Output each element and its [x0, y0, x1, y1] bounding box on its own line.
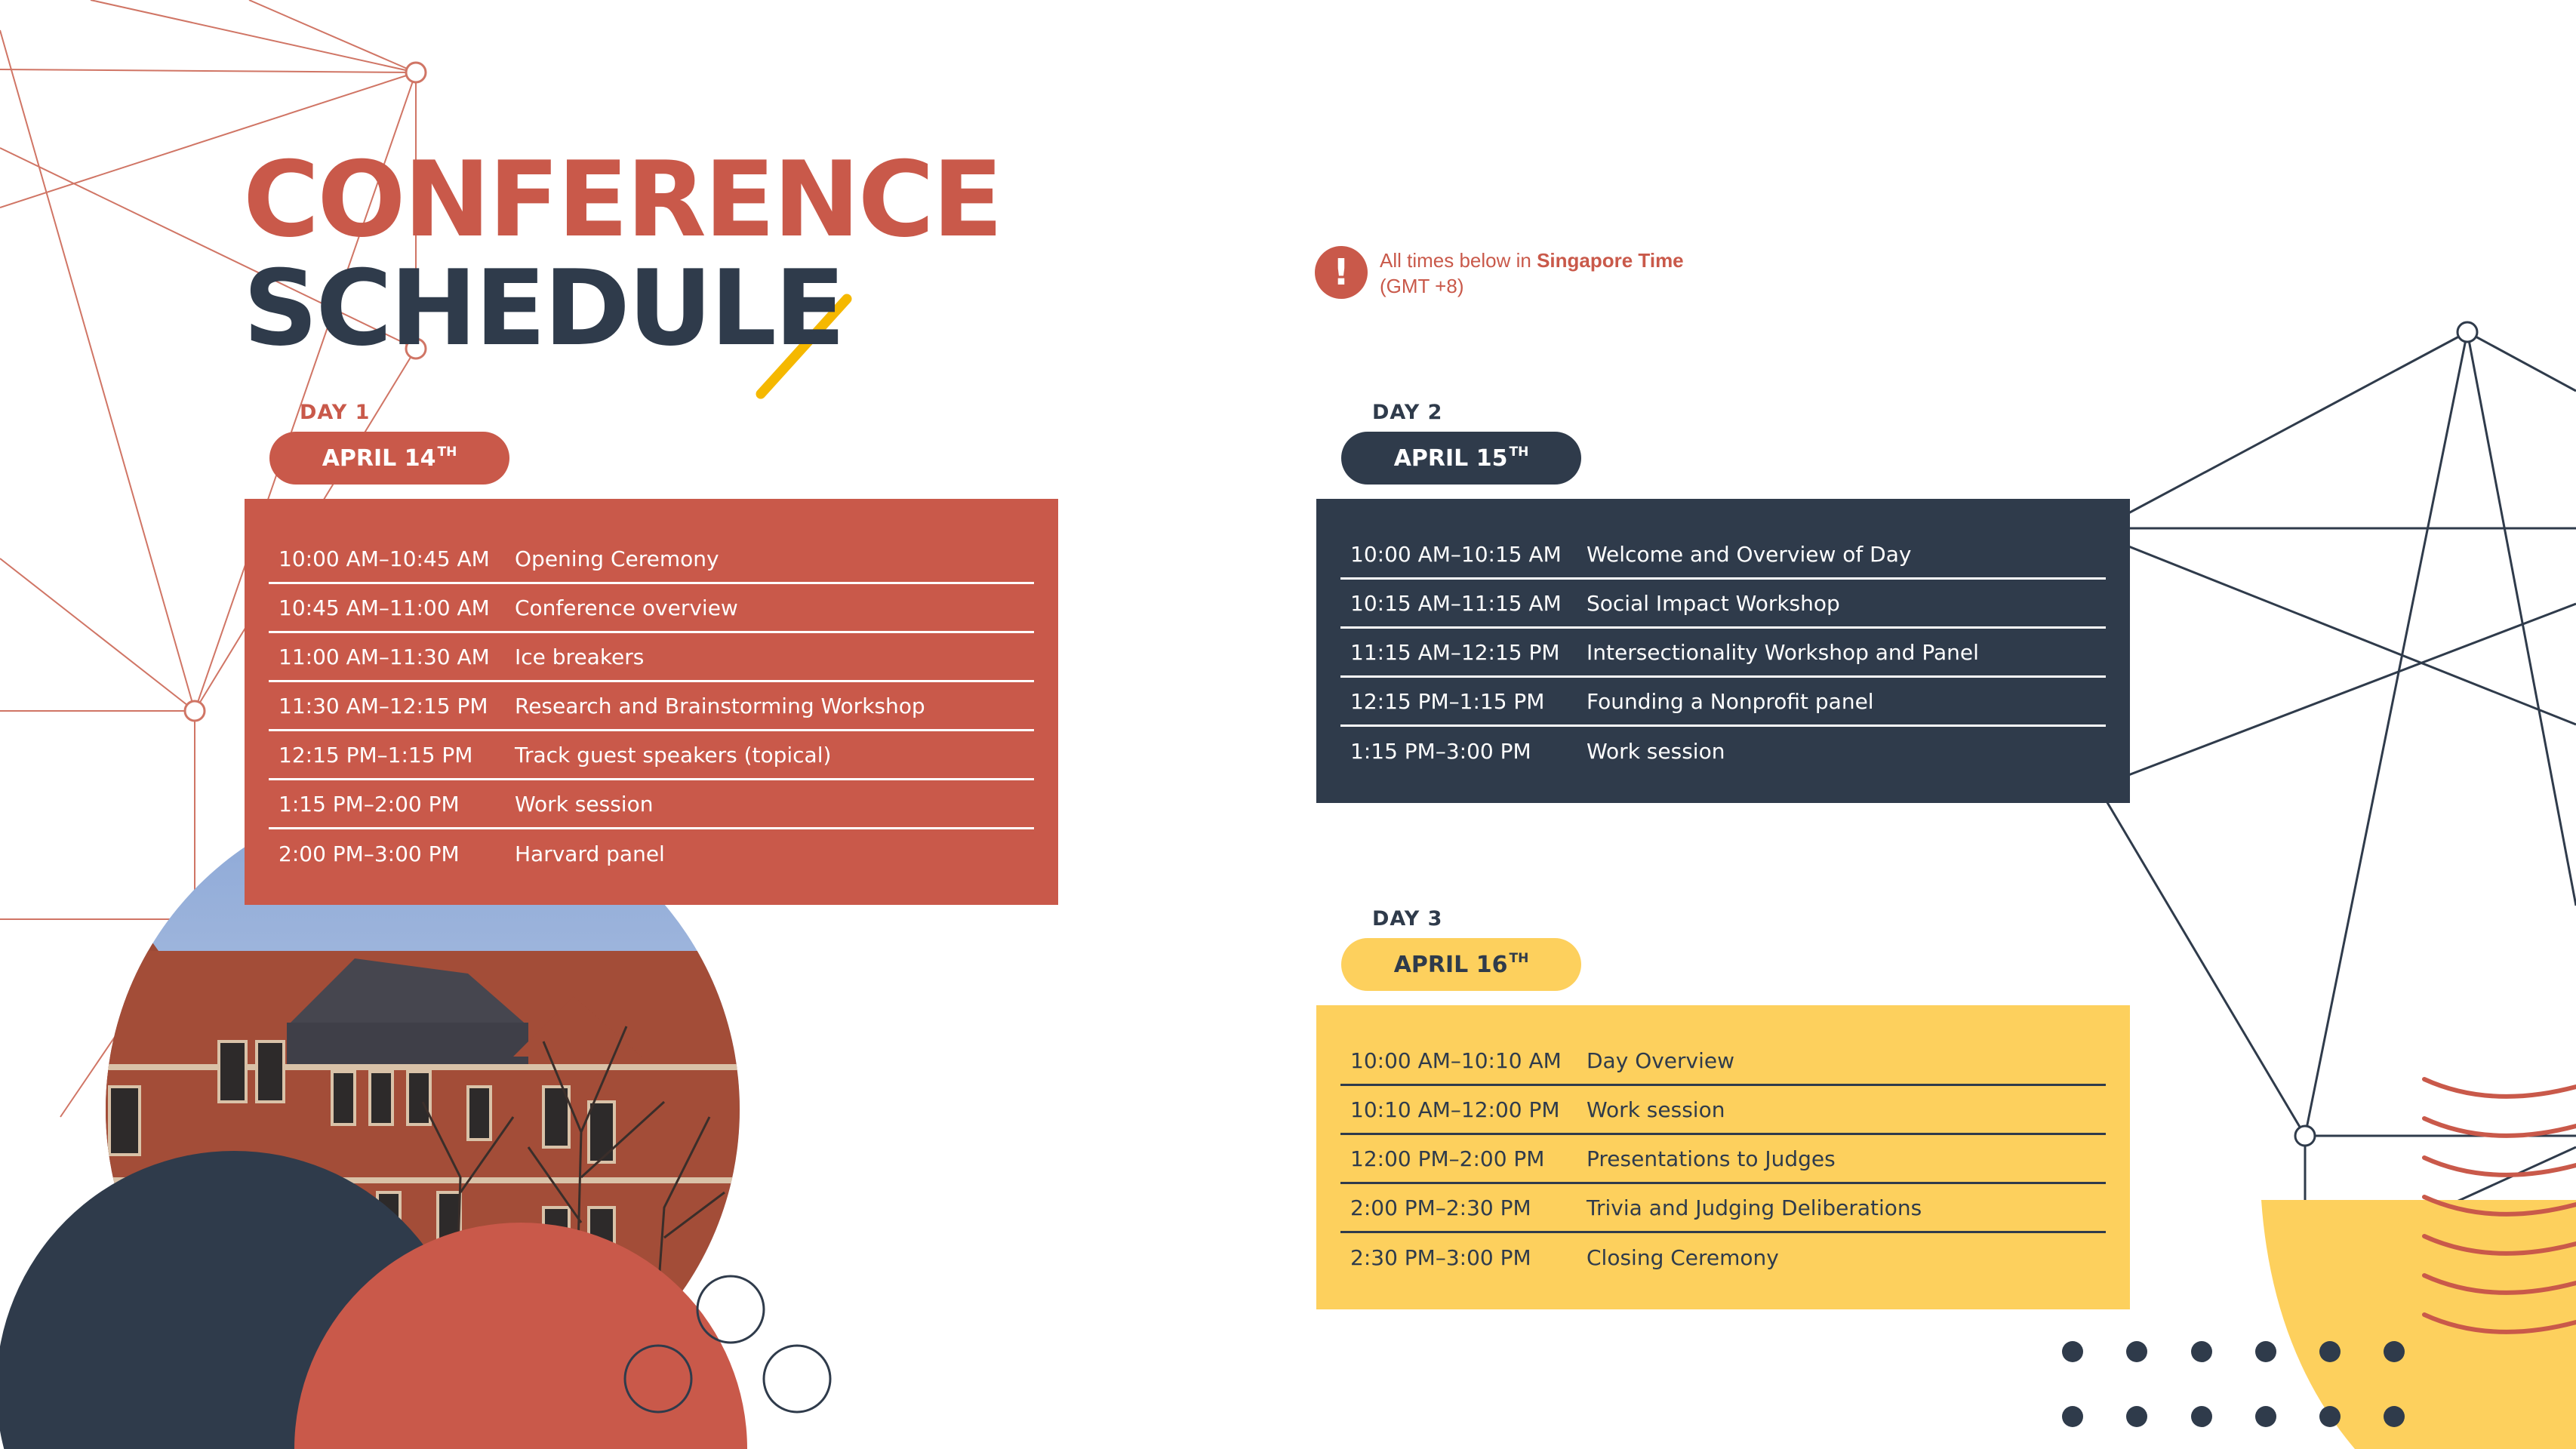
- schedule-row: [1340, 727, 2106, 776]
- schedule-row: [1340, 1037, 2106, 1086]
- timezone-notice: [1315, 246, 1684, 299]
- day-3-date: APRIL 16: [1393, 951, 1508, 978]
- schedule-row: [1340, 1086, 2106, 1135]
- schedule-row: [1340, 629, 2106, 678]
- schedule-event: Harvard panel: [515, 841, 665, 866]
- schedule-time: 12:15 PM–1:15 PM: [1350, 688, 1545, 714]
- schedule-event: Research and Brainstorming Workshop: [515, 693, 925, 718]
- schedule-row: [269, 633, 1034, 682]
- schedule-event: Work session: [1587, 739, 1725, 764]
- day-1-date: APRIL 14: [322, 445, 436, 472]
- schedule-row: [1340, 580, 2106, 629]
- schedule-row: [1340, 1184, 2106, 1233]
- schedule-time: 10:15 AM–11:15 AM: [1350, 590, 1562, 616]
- schedule-time: 10:00 AM–10:10 AM: [1350, 1048, 1562, 1073]
- day-3-date-suffix: TH: [1509, 951, 1529, 966]
- day-3-label: DAY 3: [1372, 907, 1443, 931]
- schedule-row: [1340, 1233, 2106, 1282]
- day-3-date-pill: [1341, 938, 1581, 991]
- schedule-time: 2:30 PM–3:00 PM: [1350, 1245, 1531, 1270]
- schedule-time: 11:15 AM–12:15 PM: [1350, 639, 1560, 665]
- day-1-date-suffix: TH: [437, 445, 457, 460]
- page-title-line-1: CONFERENCE: [243, 139, 1002, 260]
- day-2-date-pill: [1341, 432, 1581, 485]
- schedule-row: [1340, 1135, 2106, 1184]
- schedule-row: [269, 780, 1034, 829]
- schedule-event: Closing Ceremony: [1587, 1245, 1779, 1270]
- day-1-schedule-panel: [245, 499, 1058, 905]
- schedule-row: [269, 682, 1034, 731]
- schedule-event: Day Overview: [1587, 1048, 1735, 1073]
- navy-network-lines: [2083, 332, 2576, 1238]
- schedule-time: 11:30 AM–12:15 PM: [279, 693, 488, 718]
- schedule-time: 10:10 AM–12:00 PM: [1350, 1097, 1560, 1122]
- day-2-schedule-panel: [1316, 499, 2130, 803]
- day-1-label: DAY 1: [300, 401, 371, 424]
- timezone-notice-suffix: (GMT +8): [1380, 275, 1464, 297]
- timezone-notice-text: [1380, 248, 1684, 299]
- schedule-event: Presentations to Judges: [1587, 1146, 1836, 1171]
- schedule-time: 1:15 PM–3:00 PM: [1350, 739, 1531, 764]
- schedule-time: 12:00 PM–2:00 PM: [1350, 1146, 1545, 1171]
- schedule-time: 10:00 AM–10:15 AM: [1350, 541, 1562, 567]
- day-2-date: APRIL 15: [1393, 445, 1508, 472]
- schedule-event: Founding a Nonprofit panel: [1587, 688, 1874, 714]
- schedule-time: 2:00 PM–3:00 PM: [279, 841, 460, 866]
- schedule-event: Social Impact Workshop: [1587, 590, 1840, 616]
- yellow-half-circle: [2261, 1200, 2576, 1449]
- schedule-row: [269, 829, 1034, 878]
- schedule-row: [1340, 678, 2106, 727]
- schedule-time: 10:45 AM–11:00 AM: [279, 595, 490, 620]
- schedule-time: 12:15 PM–1:15 PM: [279, 742, 473, 768]
- day-2-label: DAY 2: [1372, 401, 1443, 424]
- schedule-event: Conference overview: [515, 595, 738, 620]
- schedule-event: Trivia and Judging Deliberations: [1587, 1195, 1922, 1220]
- day-1-date-pill: [269, 432, 509, 485]
- schedule-row: [269, 535, 1034, 584]
- schedule-time: 2:00 PM–2:30 PM: [1350, 1195, 1531, 1220]
- schedule-time: 11:00 AM–11:30 AM: [279, 644, 490, 669]
- page-title-line-2: SCHEDULE: [243, 248, 844, 369]
- schedule-event: Track guest speakers (topical): [515, 742, 832, 768]
- schedule-time: 1:15 PM–2:00 PM: [279, 791, 460, 817]
- day-2-date-suffix: TH: [1509, 445, 1529, 460]
- schedule-event: Work session: [1587, 1097, 1725, 1122]
- day-3-schedule-panel: [1316, 1005, 2130, 1309]
- schedule-event: Opening Ceremony: [515, 546, 719, 571]
- schedule-row: [1340, 531, 2106, 580]
- exclamation-icon: !: [1315, 246, 1368, 299]
- timezone-notice-prefix: All times below in: [1380, 249, 1537, 272]
- schedule-event: Work session: [515, 791, 654, 817]
- schedule-event: Welcome and Overview of Day: [1587, 541, 1912, 567]
- schedule-time: 10:00 AM–10:45 AM: [279, 546, 490, 571]
- schedule-event: Ice breakers: [515, 644, 645, 669]
- timezone-notice-highlight: Singapore Time: [1537, 249, 1684, 272]
- schedule-event: Intersectionality Workshop and Panel: [1587, 639, 1979, 665]
- schedule-row: [269, 584, 1034, 633]
- schedule-row: [269, 731, 1034, 780]
